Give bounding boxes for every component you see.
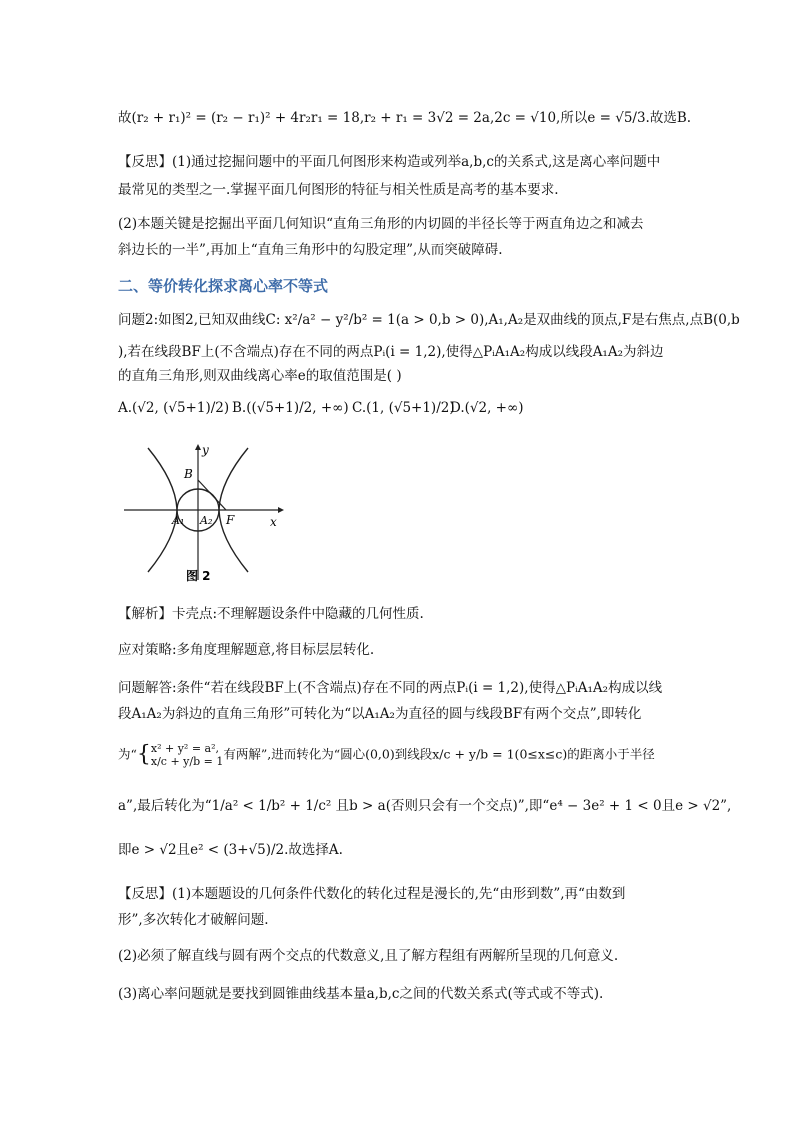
final-reflection-1-line-2: 形”,多次转化才破解问题. [118,912,269,928]
final-reflection-3: (3)离心率问题就是要找到圆锥曲线基本量a,b,c之间的代数关系式(等式或不等式). [118,986,604,1002]
system-brace: { [136,742,151,767]
reflection-1-line-2: 最常见的类型之一.掌握平面几何图形的特征与相关性质是高考的基本要求. [118,182,559,198]
system-eq-1: x² + y² = a², [150,742,220,755]
option-a: A.(√2, (√5+1)/2) [118,400,230,416]
reflection-2-line-2: 斜边长的一半”,再加上“直角三角形中的勾股定理”,从而突破障碍. [118,242,503,258]
strategy-line: 应对策略:多角度理解题意,将目标层层转化. [118,642,375,658]
option-d: D.(√2, +∞) [450,400,524,416]
option-b: B.((√5+1)/2, +∞) [232,400,349,416]
solution-line-3-prefix: 为“ [118,746,137,762]
solution-line-4: a”,最后转化为“1/a² < 1/b² + 1/c² 且b > a(否则只会有一个交点)”,即“e⁴ − 3e² + 1 < 0且e > √2”, [118,798,732,814]
question-line-3: 的直角三角形,则双曲线离心率e的取值范围是( ) [118,368,402,384]
solution-line-1: 问题解答:条件“若在线段BF上(不含端点)存在不同的两点Pᵢ(i = 1,2),使得△PᵢA₁A₂构成以线 [118,680,663,696]
figure-caption: 图 2 [186,569,211,583]
system-eq-2: x/c + y/b = 1 [150,755,224,768]
section-title: 二、等价转化探求离心率不等式 [118,277,329,295]
question-line-2: ),若在线段BF上(不含端点)存在不同的两点Pᵢ(i = 1,2),使得△PᵢA₁A₂构成以线段A₁A₂为斜边 [118,344,664,360]
paragraph-conclusion: 故(r₂ + r₁)² = (r₂ − r₁)² + 4r₂r₁ = 18,r₂ + r₁ = 3√2 = 2a,2c = √10,所以e = √5/3.故选B. [118,110,692,126]
label-b: B [184,467,193,481]
question-line-1: 问题2:如图2,已知双曲线C: x²/a² − y²/b² = 1(a > 0,b > 0),A₁,A₂是双曲线的顶点,F是右焦点,点B(0,b [118,312,740,328]
analysis-line: 【解析】卡壳点:不理解题设条件中隐藏的几何性质. [118,606,424,622]
solution-line-3 [118,742,678,768]
option-c: C.(1, (√5+1)/2) [352,400,455,416]
final-reflection-1-line-1: 【反思】(1)本题题设的几何条件代数化的转化过程是漫长的,先“由形到数”,再“由数到 [118,886,626,902]
solution-line-5: 即e > √2且e² < (3+√5)/2.故选择A. [118,842,343,858]
solution-line-2: 段A₁A₂为斜边的直角三角形”可转化为“以A₁A₂为直径的圆与线段BF有两个交点”,即转化 [118,706,642,722]
label-x: x [270,515,277,529]
x-axis-arrow [278,507,284,513]
y-axis-arrow [195,444,201,450]
solution-line-3-suffix: 有两解”,进而转化为“圆心(0,0)到线段x/c + y/b = 1(0≤x≤c)的距离小于半径 [223,746,655,762]
label-y: y [202,443,209,457]
equation-system [151,742,223,768]
reflection-1-line-1: 【反思】(1)通过挖掘问题中的平面几何图形来构造或列举a,b,c的关系式,这是离心率问题中 [118,154,661,170]
reflection-2-line-1: (2)本题关键是挖掘出平面几何知识“直角三角形的内切圆的半径长等于两直角边之和减去 [118,216,644,232]
label-a1: A₁ [172,514,185,527]
label-f: F [226,513,235,527]
final-reflection-2: (2)必须了解直线与圆有两个交点的代数意义,且了解方程组有两解所呈现的几何意义. [118,948,619,964]
figure-hyperbola [118,440,288,588]
label-a2: A₂ [200,514,213,527]
